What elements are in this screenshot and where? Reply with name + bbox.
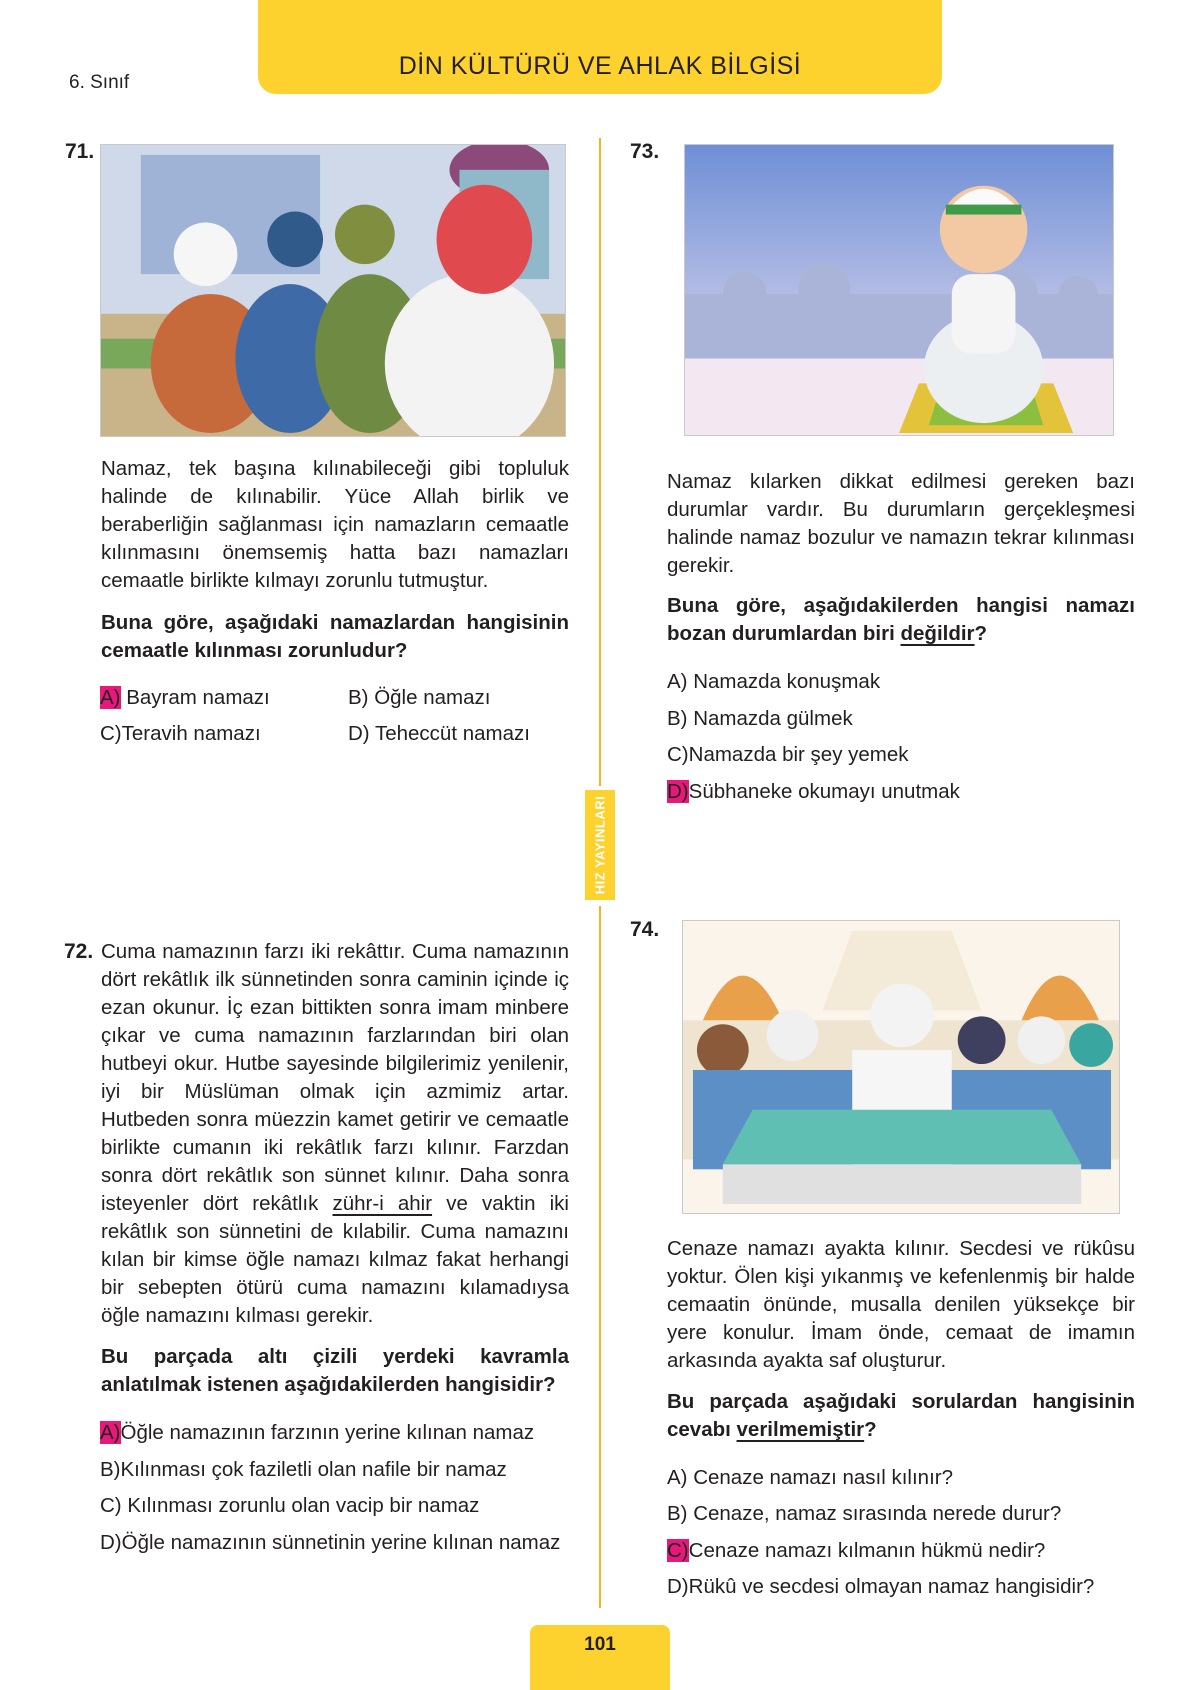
option-letter: B) xyxy=(348,686,369,709)
option-text: Namazda bir şey yemek xyxy=(688,743,909,766)
option-letter: A) xyxy=(667,670,688,693)
option-a[interactable] xyxy=(667,1464,953,1492)
option-letter: C) xyxy=(667,743,689,766)
option-text: Cenaze namazı nasıl kılınır? xyxy=(693,1466,953,1489)
option-b[interactable] xyxy=(348,684,490,712)
question-text: Namaz, tek başına kılınabileceği gibi topluluk halinde de kılınabilir. Yüce Allah birlik ve beraberliğin sağlanması için namazların cemaatle kılınmasını önemsemiş hatta bazı namazları cemaatle birlikte kılmayı zorunlu tutmuştur. xyxy=(101,457,569,592)
column-divider xyxy=(599,906,601,1608)
option-letter: B) xyxy=(667,1502,688,1525)
question-text: Namaz kılarken dikkat edilmesi gereken bazı durumlar vardır. Bu durumların gerçekleşmesi halinde namaz bozulur ve namazın tekrar kılınması gerekir. xyxy=(667,470,1135,577)
option-letter: C) xyxy=(100,722,122,745)
publisher-name: HIZ YAYINLARI xyxy=(592,795,608,895)
option-text: Sübhaneke okumayı unutmak xyxy=(688,780,960,803)
option-d[interactable] xyxy=(348,720,530,748)
prompt-end: ? xyxy=(864,1418,877,1441)
question-prompt: Bu parçada altı çizili yerdeki kavramla anlatılmak istenen aşağıdakilerden hangisidir? xyxy=(101,1345,569,1396)
option-b[interactable] xyxy=(667,705,853,733)
option-letter: D) xyxy=(667,1575,689,1598)
answer-mark: D) xyxy=(667,780,689,803)
prompt-text: Bu parçada aşağıdaki sorulardan hangisinin cevabı xyxy=(667,1390,1135,1441)
option-c[interactable] xyxy=(667,1537,1045,1565)
question-number: 73. xyxy=(630,140,660,163)
option-b[interactable] xyxy=(100,1456,507,1484)
option-letter: D) xyxy=(348,722,370,745)
option-text: Cenaze namazı kılmanın hükmü nedir? xyxy=(688,1539,1046,1562)
option-text: Kılınması zorunlu olan vacip bir namaz xyxy=(127,1494,480,1517)
page-number: 101 xyxy=(584,1634,616,1655)
option-text: Namazda konuşmak xyxy=(693,670,881,693)
boy-praying-illustration xyxy=(684,144,1114,436)
option-letter: A) xyxy=(667,1466,688,1489)
option-text: Öğle namazı xyxy=(374,686,491,709)
prompt-text: Buna göre, aşağıdakilerden hangisi namazı bozan durumlardan biri xyxy=(667,594,1135,645)
option-text: Teravih namazı xyxy=(121,722,261,745)
option-letter: C) xyxy=(100,1494,122,1517)
option-d[interactable] xyxy=(667,1573,1094,1601)
underlined-concept: zühr-i ahir xyxy=(332,1192,433,1215)
answer-mark: A) xyxy=(100,686,121,709)
question-prompt xyxy=(667,1388,1135,1444)
option-d[interactable] xyxy=(100,1529,570,1557)
passage-text: Cuma namazının farzı iki rekâttır. Cuma namazının dört rekâtlık ilk sünnetinden sonra caminin içinde iç ezan okunur. İç ezan bittikten sonra imam minbere çıkar ve cuma namazının farzlarından biri olan hutbeyi okur. Hutbe sayesinde bilgilerimiz yenilenir, iyi bir Müslüman olmak için azmimiz artar. Hutbeden sonra müezzin kamet getirir ve cemaatle birlikte cumanın iki rekâtlık farzı kılınır. Farzdan sonra dört rekâtlık son sünnet kılınır. Daha sonra isteyenler dört rekâtlık xyxy=(101,940,569,1215)
option-letter: B) xyxy=(667,707,688,730)
option-a[interactable] xyxy=(100,1419,534,1447)
answer-mark: C) xyxy=(667,1539,689,1562)
passage-text: ve vaktin iki rekâtlık son sünnetini de kılabilir. Cuma namazını kılan bir kimse öğle namazı kılmaz fakat herhangi bir sebepten ötürü cuma namazını kılamadıysa öğle namazını kılması gerekir. xyxy=(101,1192,569,1327)
question-prompt xyxy=(667,592,1135,648)
option-letter: B) xyxy=(100,1458,121,1481)
option-letter: D) xyxy=(100,1531,122,1554)
option-text: Bayram namazı xyxy=(126,686,270,709)
column-divider xyxy=(599,138,601,786)
option-text: Cenaze, namaz sırasında nerede durur? xyxy=(693,1502,1062,1525)
subject-title: DİN KÜLTÜRÜ VE AHLAK BİLGİSİ xyxy=(398,52,802,80)
question-text xyxy=(101,938,569,1330)
option-c[interactable] xyxy=(100,720,261,748)
option-text: Öğle namazının farzının yerine kılınan namaz xyxy=(120,1421,535,1444)
option-text: Namazda gülmek xyxy=(693,707,853,730)
option-text: Öğle namazının sünnetinin yerine kılınan namaz xyxy=(121,1531,561,1554)
option-text: Teheccüt namazı xyxy=(374,722,530,745)
option-text: Rükû ve secdesi olmayan namaz hangisidir? xyxy=(688,1575,1095,1598)
prompt-end: ? xyxy=(974,622,988,645)
option-d[interactable] xyxy=(667,778,960,806)
question-number: 71. xyxy=(65,140,95,163)
option-a[interactable] xyxy=(667,668,880,696)
question-number: 74. xyxy=(630,918,660,941)
funeral-prayer-illustration xyxy=(682,920,1120,1214)
prompt-underlined: verilmemiştir xyxy=(736,1418,865,1441)
grade-label: 6. Sınıf xyxy=(69,72,130,93)
option-c[interactable] xyxy=(100,1492,479,1520)
option-a[interactable] xyxy=(100,684,270,712)
prompt-underlined: değildir xyxy=(900,622,975,645)
question-prompt: Buna göre, aşağıdaki namazlardan hangisinin cemaatle kılınması zorunludur? xyxy=(101,611,569,662)
question-number: 72. xyxy=(64,940,94,963)
option-b[interactable] xyxy=(667,1500,1061,1528)
publisher-tab xyxy=(585,790,615,900)
option-c[interactable] xyxy=(667,741,909,769)
option-text: Kılınması çok faziletli olan nafile bir namaz xyxy=(120,1458,507,1481)
answer-mark: A) xyxy=(100,1421,121,1444)
congregation-prayer-illustration xyxy=(100,144,566,437)
question-text: Cenaze namazı ayakta kılınır. Secdesi ve rükûsu yoktur. Ölen kişi yıkanmış ve kefenlenmiş bir halde cemaatin önünde, musalla denilen yüksekçe bir yere konulur. İmam önde, cemaat de imamın arkasında ayakta saf oluşturur. xyxy=(667,1237,1135,1372)
